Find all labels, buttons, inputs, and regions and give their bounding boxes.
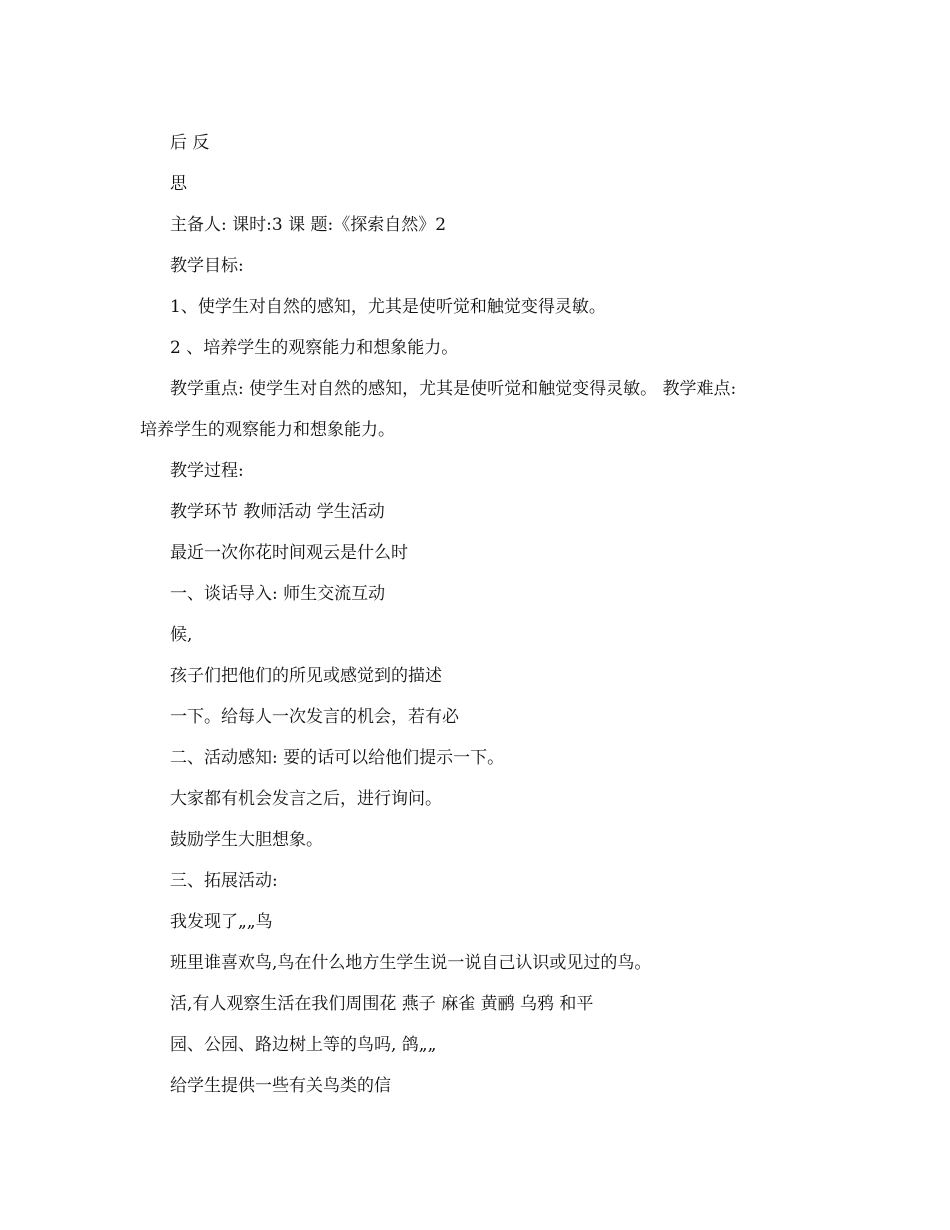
text-line: 2 、培养学生的观察能力和想象能力。: [170, 338, 459, 358]
section-heading: 教学过程:: [170, 461, 244, 481]
text-line: 我发现了„„鸟: [170, 912, 273, 932]
text-line: 后 反: [170, 133, 210, 153]
text-line: 班里谁喜欢鸟,鸟在什么地方生学生说一说自己认识或见过的鸟。: [170, 953, 652, 973]
text-line: 大家都有机会发言之后，进行询问。: [170, 789, 442, 809]
section-heading: 教学目标:: [170, 256, 244, 276]
text-line: 思: [170, 174, 187, 194]
text-line: 一下。给每人一次发言的机会，若有必: [170, 707, 459, 727]
text-line: 二、活动感知: 要的话可以给他们提示一下。: [170, 748, 505, 768]
text-line: 孩子们把他们的所见或感觉到的描述: [170, 666, 442, 686]
text-line: 最近一次你花时间观云是什么时: [170, 543, 408, 563]
text-line: 园、公园、路边树上等的鸟吗, 鸽„„: [170, 1035, 437, 1055]
text-line: 候,: [170, 625, 193, 645]
text-line: 活,有人观察生活在我们周围花 燕子 麻雀 黄鹂 乌鸦 和平: [170, 994, 594, 1014]
section-heading: 三、拓展活动:: [170, 871, 278, 891]
text-line: 1、使学生对自然的感知，尤其是使听觉和触觉变得灵敏。: [170, 297, 606, 317]
text-line: 给学生提供一些有关鸟类的信: [170, 1076, 391, 1096]
lesson-info-line: 主备人: 课时:3 课 题:《探索自然》2: [170, 215, 447, 235]
table-header-line: 教学环节 教师活动 学生活动: [170, 502, 385, 522]
text-line: 鼓励学生大胆想象。: [170, 830, 323, 850]
text-line: 培养学生的观察能力和想象能力。: [140, 420, 395, 440]
text-line: 一、谈话导入: 师生交流互动: [170, 584, 386, 604]
text-line: 教学重点: 使学生对自然的感知，尤其是使听觉和触觉变得灵敏。 教学难点:: [170, 379, 737, 399]
